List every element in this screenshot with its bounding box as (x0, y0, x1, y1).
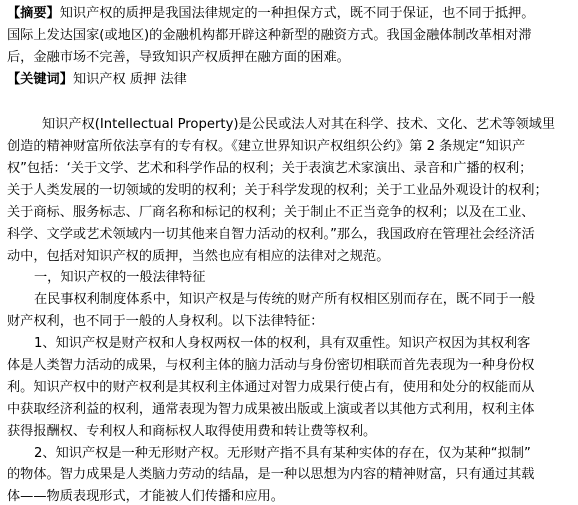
abstract-line-1 (7, 6, 535, 22)
intro-line: 知识产权(Intellectual Property)是公民或法人对其在科学、技术、文化、艺术等领域里 (42, 117, 556, 132)
abstract-text: 知识产权的质押是我国法律规定的一种担保方式，既不同于保证，也不同于抵押。 (59, 6, 535, 21)
point2-line: 的物体。智力成果是人类脑力劳动的结晶，是一种以思想为内容的精神财富，只有通过其载 (7, 467, 535, 482)
abstract-line-2: 国际上发达国家(或地区)的金融机构都开辟这种新型的融资方式。我国金融体制改革相对滞 (7, 28, 532, 43)
point1-line: 中获取经济利益的权利，通常表现为智力成果被出版或上演或者以其他方式利用，权利主体 (7, 402, 535, 417)
abstract-label: 【摘要】 (7, 6, 60, 21)
point2-line: 体——物质表现形式，才能被人们传播和应用。 (7, 489, 284, 504)
point1-line: 获得报酬权、专利权人和商标权人取得使用费和转让费等权利。 (7, 424, 377, 439)
abstract-line-3: 后，金融市场不完善，导致知识产权质押在融方面的困难。 (7, 50, 350, 65)
keywords-line (7, 72, 187, 88)
intro-line: 关于商标、服务标志、厂商名称和标记的权利；关于制止不正当竞争的权利；以及在工业、 (7, 205, 535, 220)
intro-line: 关于人类发展的一切领域的发明的权利；关于科学发现的权利；关于工业品外观设计的权利； (7, 183, 548, 198)
section-paragraph-line: 在民事权利制度体系中，知识产权是与传统的财产所有权相区别而存在，既不同于一般 (34, 292, 536, 307)
keywords-text: 知识产权 质押 法律 (72, 72, 187, 87)
intro-line: 创造的精神财富所依法享有的专有权。《建立世界知识产权组织公约》第 2 条规定“知识产 (7, 139, 526, 154)
point2-line: 2、知识产权是一种无形财产权。无形财产指不具有某种实体的存在，仅为某种“拟制” (34, 446, 531, 461)
intro-line: 动中，包括对知识产权的质押，当然也应有相应的法律对之规范。 (7, 249, 390, 264)
intro-line: 科学、文学或艺术领域内一切其他来自智力活动的权利。”那么，我国政府在管理社会经济活 (7, 227, 535, 242)
keywords-label: 【关键词】 (7, 72, 73, 87)
point1-line: 体是人类智力活动的成果，与权利主体的脑力活动与身份密切相联而首先表现为一种身份权 (7, 358, 535, 373)
section-heading: 一，知识产权的一般法律特征 (34, 270, 206, 285)
point1-line: 1、知识产权是财产权和人身权两权一体的权利，具有双重性。知识产权因为其权利客 (34, 336, 531, 351)
section-paragraph-line: 财产权利，也不同于一般的人身权利。以下法律特征： (7, 314, 324, 329)
point1-line: 利。知识产权中的财产权利是其权利主体通过对智力成果行使占有，使用和处分的权能而从 (7, 380, 535, 395)
intro-line: 权”包括：‘关于文学、艺术和科学作品的权利；关于表演艺术家演出、录音和广播的权利； (7, 161, 533, 176)
